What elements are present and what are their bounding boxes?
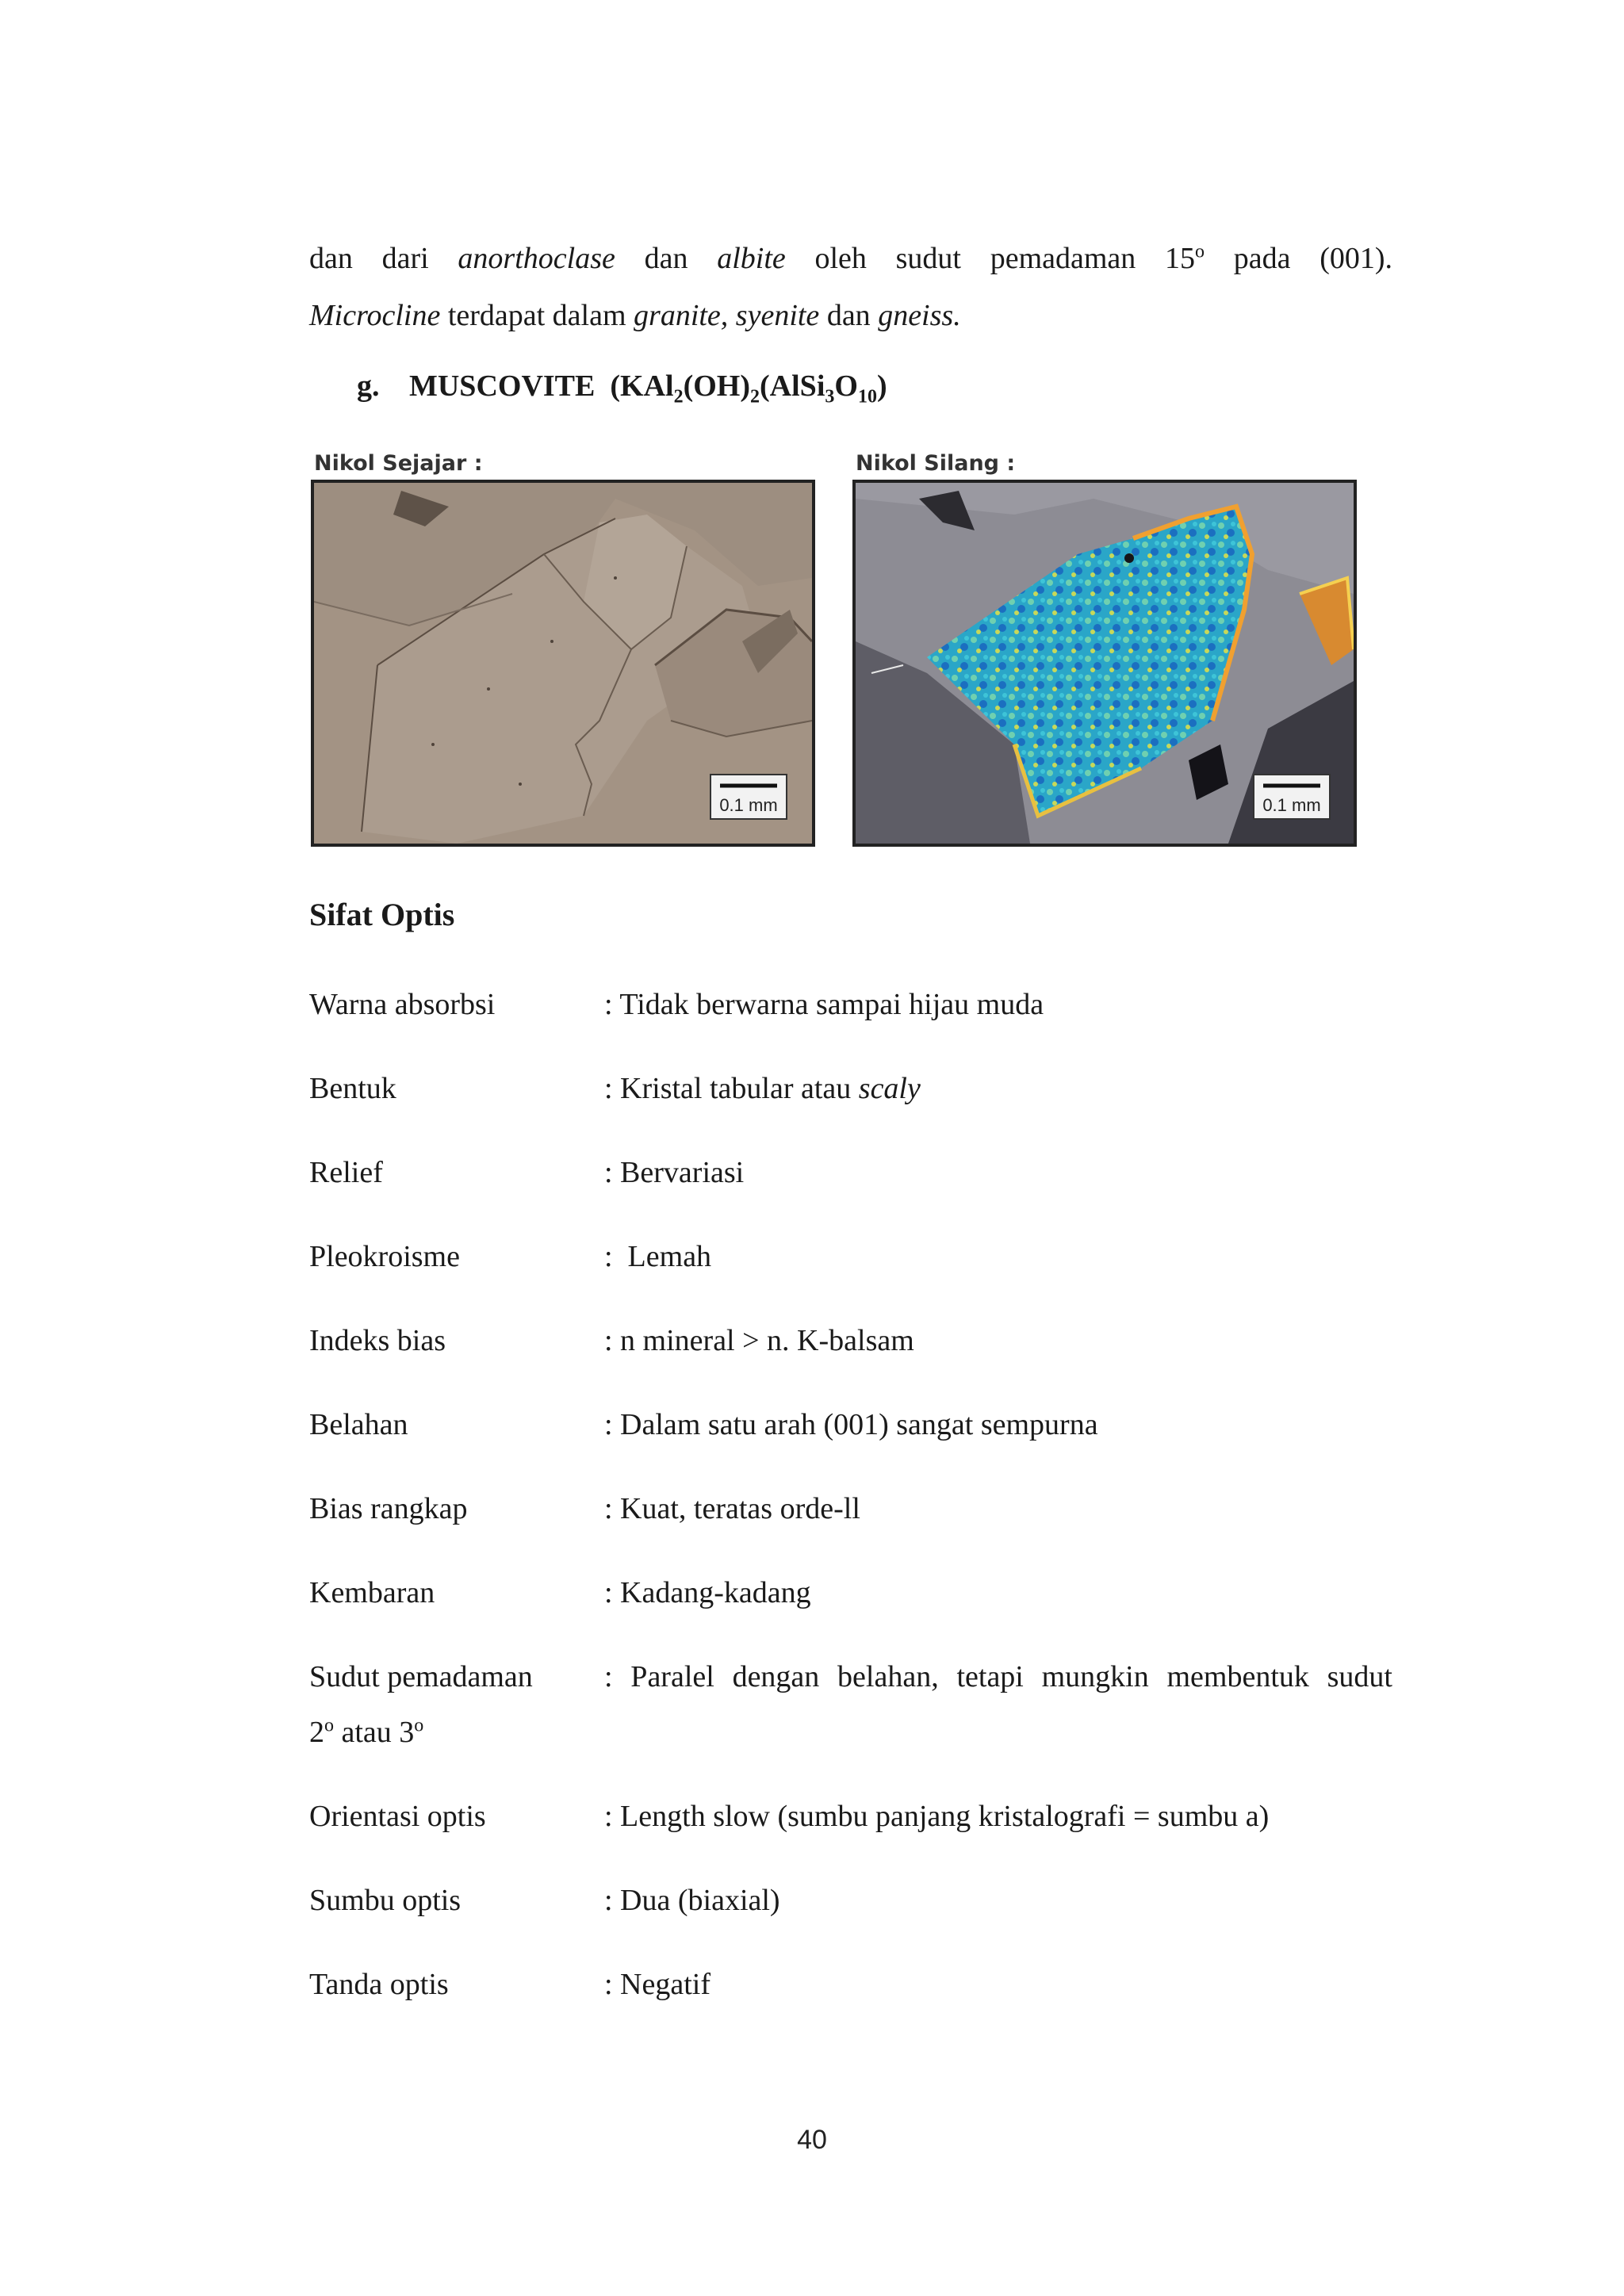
micrograph-xpl-image [856,483,1354,844]
mineral-name: MUSCOVITE [409,369,596,403]
heading-number: g. [357,369,380,403]
property-row [309,1313,1392,1397]
chemical-formula: ($KAl_2(OH)_2(AlSi_3O_{10})$ [610,369,887,408]
property-value: : Length slow (sumbu panjang kristalografi = sumbu a) [604,1800,1270,1833]
property-row [309,1397,1392,1481]
scale-bar-label: 0.1 mm [719,795,778,815]
property-key: Bias rangkap [309,1492,468,1525]
property-value: : n mineral > n. K-balsam [604,1324,914,1357]
property-value: : Kadang-kadang [604,1576,811,1609]
intro-text: dan [644,242,688,275]
intro-line-2 [309,287,1392,344]
section-title: Sifat Optis [309,897,455,932]
intro-text: pada (001). [1233,242,1393,275]
property-key: Orientasi optis [309,1800,486,1833]
micrograph-xpl [852,480,1357,847]
micrograph-ppl [311,480,815,847]
degree-sup: o [1195,241,1205,262]
property-value: : Dalam satu arah (001) sangat sempurna [604,1408,1098,1441]
property-value: : Kuat, teratas orde-ll [604,1492,860,1525]
figure-label: Nikol Sejajar : [314,451,483,476]
micrograph-ppl-image [314,483,812,844]
property-row [309,977,1392,1061]
figure-nikol-silang [852,448,1360,847]
property-row [309,1789,1392,1873]
property-row [309,1957,1392,2041]
property-row [309,1145,1392,1229]
property-row [309,1061,1392,1145]
property-key: Warna absorbsi [309,988,496,1021]
intro-line-1 [309,230,1392,287]
property-key: Sudut pemadaman 2$^o$ atau 3$^o$ [309,1660,533,1749]
property-value: : Dua (biaxial) [604,1884,780,1917]
property-row [309,1649,1392,1789]
figure-nikol-sejajar [311,448,818,847]
intro-text: dan [826,299,871,332]
property-key: Pleokroisme [309,1240,460,1273]
property-key: Indeks bias [309,1324,446,1357]
scale-bar-label: 0.1 mm [1262,795,1321,815]
intro-term: gneiss. [878,299,961,332]
property-key: Tanda optis [309,1968,449,2001]
property-key: Sumbu optis [309,1884,462,1917]
property-value: : Lemah [604,1240,712,1273]
property-key: Relief [309,1156,383,1189]
intro-term: albite [717,242,786,275]
property-row [309,1229,1392,1313]
optical-properties-list [309,977,1392,2041]
property-value: : Paralel dengan belahan, tetapi mungkin membentuk sudut [604,1660,1392,1693]
section-heading [357,369,887,408]
intro-term: granite, syenite [634,299,820,332]
intro-text: dan dari [309,242,429,275]
property-row [309,1565,1392,1649]
property-value: : Tidak berwarna sampai hijau muda [604,988,1044,1021]
property-row [309,1481,1392,1565]
property-key: Belahan [309,1408,408,1441]
figure-label: Nikol Silang : [856,451,1016,476]
intro-text: terdapat dalam [447,299,626,332]
property-value: : Kristal tabular atau scaly [604,1072,921,1105]
property-value: : Bervariasi [604,1156,745,1189]
intro-term: Microcline [309,299,441,332]
property-key: Kembaran [309,1576,435,1609]
intro-term: anorthoclase [458,242,615,275]
property-value: : Negatif [604,1968,711,2001]
intro-paragraph [309,230,1392,344]
intro-text: oleh sudut pemadaman 15 [814,242,1196,275]
property-row [309,1873,1392,1957]
property-key: Bentuk [309,1072,396,1105]
page-number: 40 [797,2125,827,2155]
